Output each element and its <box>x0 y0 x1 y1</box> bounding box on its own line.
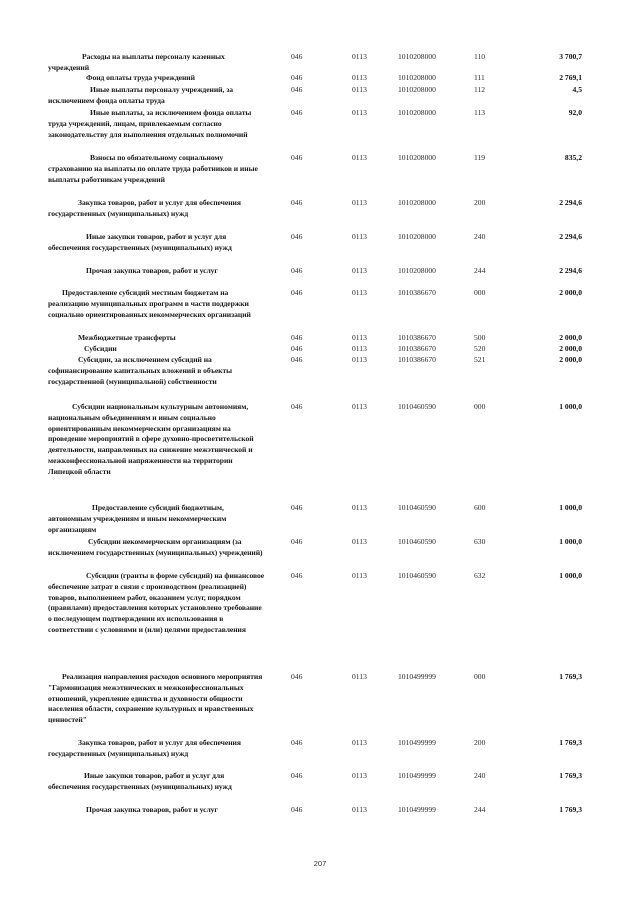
row-name: Фонд оплаты труда учреждений <box>86 73 195 82</box>
row-name: Прочая закупка товаров, работ и услуг <box>86 266 218 275</box>
target-article-code: 1010499999 <box>398 672 436 681</box>
admin-code: 046 <box>291 738 303 747</box>
admin-code: 046 <box>291 571 303 580</box>
row-name: Субсидии <box>84 344 117 353</box>
amount: 1 769,3 <box>559 672 582 681</box>
section-code: 0113 <box>352 805 367 814</box>
section-code: 0113 <box>352 288 367 297</box>
target-article-code: 1010499999 <box>398 738 436 747</box>
admin-code: 046 <box>291 52 303 61</box>
section-code: 0113 <box>352 198 367 207</box>
amount: 1 000,0 <box>559 571 582 580</box>
target-article-code: 1010208000 <box>398 153 436 162</box>
amount: 1 769,3 <box>559 805 582 814</box>
expense-kind-code: 240 <box>474 771 486 780</box>
expense-kind-code: 000 <box>474 402 486 411</box>
expense-kind-code: 200 <box>474 738 486 747</box>
row-name: Расходы на выплаты персоналу казенных учреждений <box>48 52 225 72</box>
section-code: 0113 <box>352 333 367 342</box>
row-name: Закупка товаров, работ и услуг для обеспечения государственных (муниципальных) нужд <box>48 198 241 218</box>
expense-kind-code: 000 <box>474 672 486 681</box>
target-article-code: 1010499999 <box>398 805 436 814</box>
section-code: 0113 <box>352 266 367 275</box>
target-article-code: 1010208000 <box>398 232 436 241</box>
admin-code: 046 <box>291 344 303 353</box>
expense-kind-code: 600 <box>474 503 486 512</box>
amount: 2 000,0 <box>559 288 582 297</box>
expense-kind-code: 520 <box>474 344 486 353</box>
target-article-code: 1010460590 <box>398 537 436 546</box>
target-article-code: 1010386670 <box>398 333 436 342</box>
admin-code: 046 <box>291 672 303 681</box>
row-name: Иные выплаты, за исключением фонда оплаты труда учреждений, лицам, привлекаемым согласно законодательству для выполнения отдельных полномочий <box>48 108 252 139</box>
expense-kind-code: 244 <box>474 805 486 814</box>
admin-code: 046 <box>291 402 303 411</box>
row-name: Иные выплаты персоналу учреждений, за исключением фонда оплаты труда <box>48 85 233 105</box>
row-name: Иные закупки товаров, работ и услуг для обеспечения государственных (муниципальных) нужд <box>48 232 232 252</box>
expense-kind-code: 630 <box>474 537 486 546</box>
admin-code: 046 <box>291 85 303 94</box>
row-name: Взносы по обязательному социальному страхованию на выплаты по оплате труда работников и иные выплаты работникам учреждений <box>48 153 258 184</box>
target-article-code: 1010208000 <box>398 108 436 117</box>
amount: 2 294,6 <box>559 232 582 241</box>
row-name: Предоставление субсидий местным бюджетам на реализацию муниципальных программ в части поддержки социально ориентированных некоммерческих организаций <box>48 288 251 319</box>
admin-code: 046 <box>291 355 303 364</box>
amount: 3 700,7 <box>559 52 582 61</box>
row-name: Иные закупки товаров, работ и услуг для обеспечения государственных (муниципальных) нужд <box>48 771 232 791</box>
amount: 92,0 <box>568 108 582 117</box>
amount: 1 000,0 <box>559 537 582 546</box>
target-article-code: 1010208000 <box>398 266 436 275</box>
row-name: Межбюджетные трансферты <box>78 333 176 342</box>
page-number: 207 <box>313 859 327 868</box>
row-name: Субсидии некоммерческим организациям (за исключением государственных (муниципальных) учреждений) <box>48 537 263 557</box>
target-article-code: 1010460590 <box>398 503 436 512</box>
section-code: 0113 <box>352 355 367 364</box>
expense-kind-code: 500 <box>474 333 486 342</box>
expense-kind-code: 110 <box>474 52 486 61</box>
expense-kind-code: 000 <box>474 288 486 297</box>
section-code: 0113 <box>352 344 367 353</box>
section-code: 0113 <box>352 85 367 94</box>
row-name: Прочая закупка товаров, работ и услуг <box>86 805 218 814</box>
amount: 2 294,6 <box>559 266 582 275</box>
expense-kind-code: 111 <box>474 73 485 82</box>
target-article-code: 1010386670 <box>398 355 436 364</box>
admin-code: 046 <box>291 503 303 512</box>
expense-kind-code: 521 <box>474 355 486 364</box>
row-name: Предоставление субсидий бюджетным, автономным учреждениям и иным некоммерческим организациям <box>48 503 227 534</box>
section-code: 0113 <box>352 153 367 162</box>
section-code: 0113 <box>352 571 367 580</box>
section-code: 0113 <box>352 108 367 117</box>
admin-code: 046 <box>291 537 303 546</box>
section-code: 0113 <box>352 503 367 512</box>
expense-kind-code: 240 <box>474 232 486 241</box>
amount: 1 769,3 <box>559 771 582 780</box>
row-name: Субсидии, за исключением субсидий на софинансирование капитальных вложений в объекты государственной (муниципальной) собственности <box>48 355 233 386</box>
admin-code: 046 <box>291 232 303 241</box>
amount: 2 000,0 <box>559 333 582 342</box>
target-article-code: 1010208000 <box>398 198 436 207</box>
admin-code: 046 <box>291 333 303 342</box>
target-article-code: 1010460590 <box>398 571 436 580</box>
expense-kind-code: 119 <box>474 153 486 162</box>
admin-code: 046 <box>291 153 303 162</box>
amount: 2 000,0 <box>559 355 582 364</box>
target-article-code: 1010460590 <box>398 402 436 411</box>
amount: 1 769,3 <box>559 738 582 747</box>
row-name: Субсидии национальным культурным автономиям, национальным объединениям и иным социально ориентированным некоммерческим организациям на проведение мероприятий в сфере духовно-просветительской деятельности, направленных на снижение межэтнической и межконфессиональной напряженности на территории Липецкой области <box>48 402 254 476</box>
section-code: 0113 <box>352 672 367 681</box>
amount: 1 000,0 <box>559 503 582 512</box>
section-code: 0113 <box>352 52 367 61</box>
expense-kind-code: 632 <box>474 571 486 580</box>
target-article-code: 1010208000 <box>398 52 436 61</box>
target-article-code: 1010499999 <box>398 771 436 780</box>
target-article-code: 1010386670 <box>398 344 436 353</box>
expense-kind-code: 112 <box>474 85 486 94</box>
admin-code: 046 <box>291 73 303 82</box>
admin-code: 046 <box>291 198 303 207</box>
admin-code: 046 <box>291 288 303 297</box>
admin-code: 046 <box>291 805 303 814</box>
target-article-code: 1010208000 <box>398 73 436 82</box>
section-code: 0113 <box>352 771 367 780</box>
amount: 2 000,0 <box>559 344 582 353</box>
admin-code: 046 <box>291 108 303 117</box>
row-name: Реализация направления расходов основного мероприятия "Гармонизация межэтнических и межконфессиональных отношений, укрепление единства и духовности общности населения области, сохранение культурных и нравственных ценностей" <box>48 672 263 725</box>
section-code: 0113 <box>352 232 367 241</box>
section-code: 0113 <box>352 738 367 747</box>
expense-kind-code: 244 <box>474 266 486 275</box>
admin-code: 046 <box>291 266 303 275</box>
target-article-code: 1010386670 <box>398 288 436 297</box>
expense-kind-code: 113 <box>474 108 486 117</box>
row-name: Закупка товаров, работ и услуг для обеспечения государственных (муниципальных) нужд <box>48 738 241 758</box>
admin-code: 046 <box>291 771 303 780</box>
section-code: 0113 <box>352 73 367 82</box>
amount: 1 000,0 <box>559 402 582 411</box>
amount: 2 769,1 <box>559 73 582 82</box>
expense-kind-code: 200 <box>474 198 486 207</box>
section-code: 0113 <box>352 402 367 411</box>
target-article-code: 1010208000 <box>398 85 436 94</box>
amount: 4,5 <box>572 85 582 94</box>
row-name: Субсидии (гранты в форме субсидий) на финансовое обеспечение затрат в связи с производством (реализацией) товаров, выполнением работ, оказанием услуг, порядком (правилами) предоставления которых установлено требование о последующем подтверждении их использования в соответствии с условиями и (или) целями предоставления <box>48 571 265 634</box>
section-code: 0113 <box>352 537 367 546</box>
amount: 2 294,6 <box>559 198 582 207</box>
amount: 835,2 <box>564 153 582 162</box>
